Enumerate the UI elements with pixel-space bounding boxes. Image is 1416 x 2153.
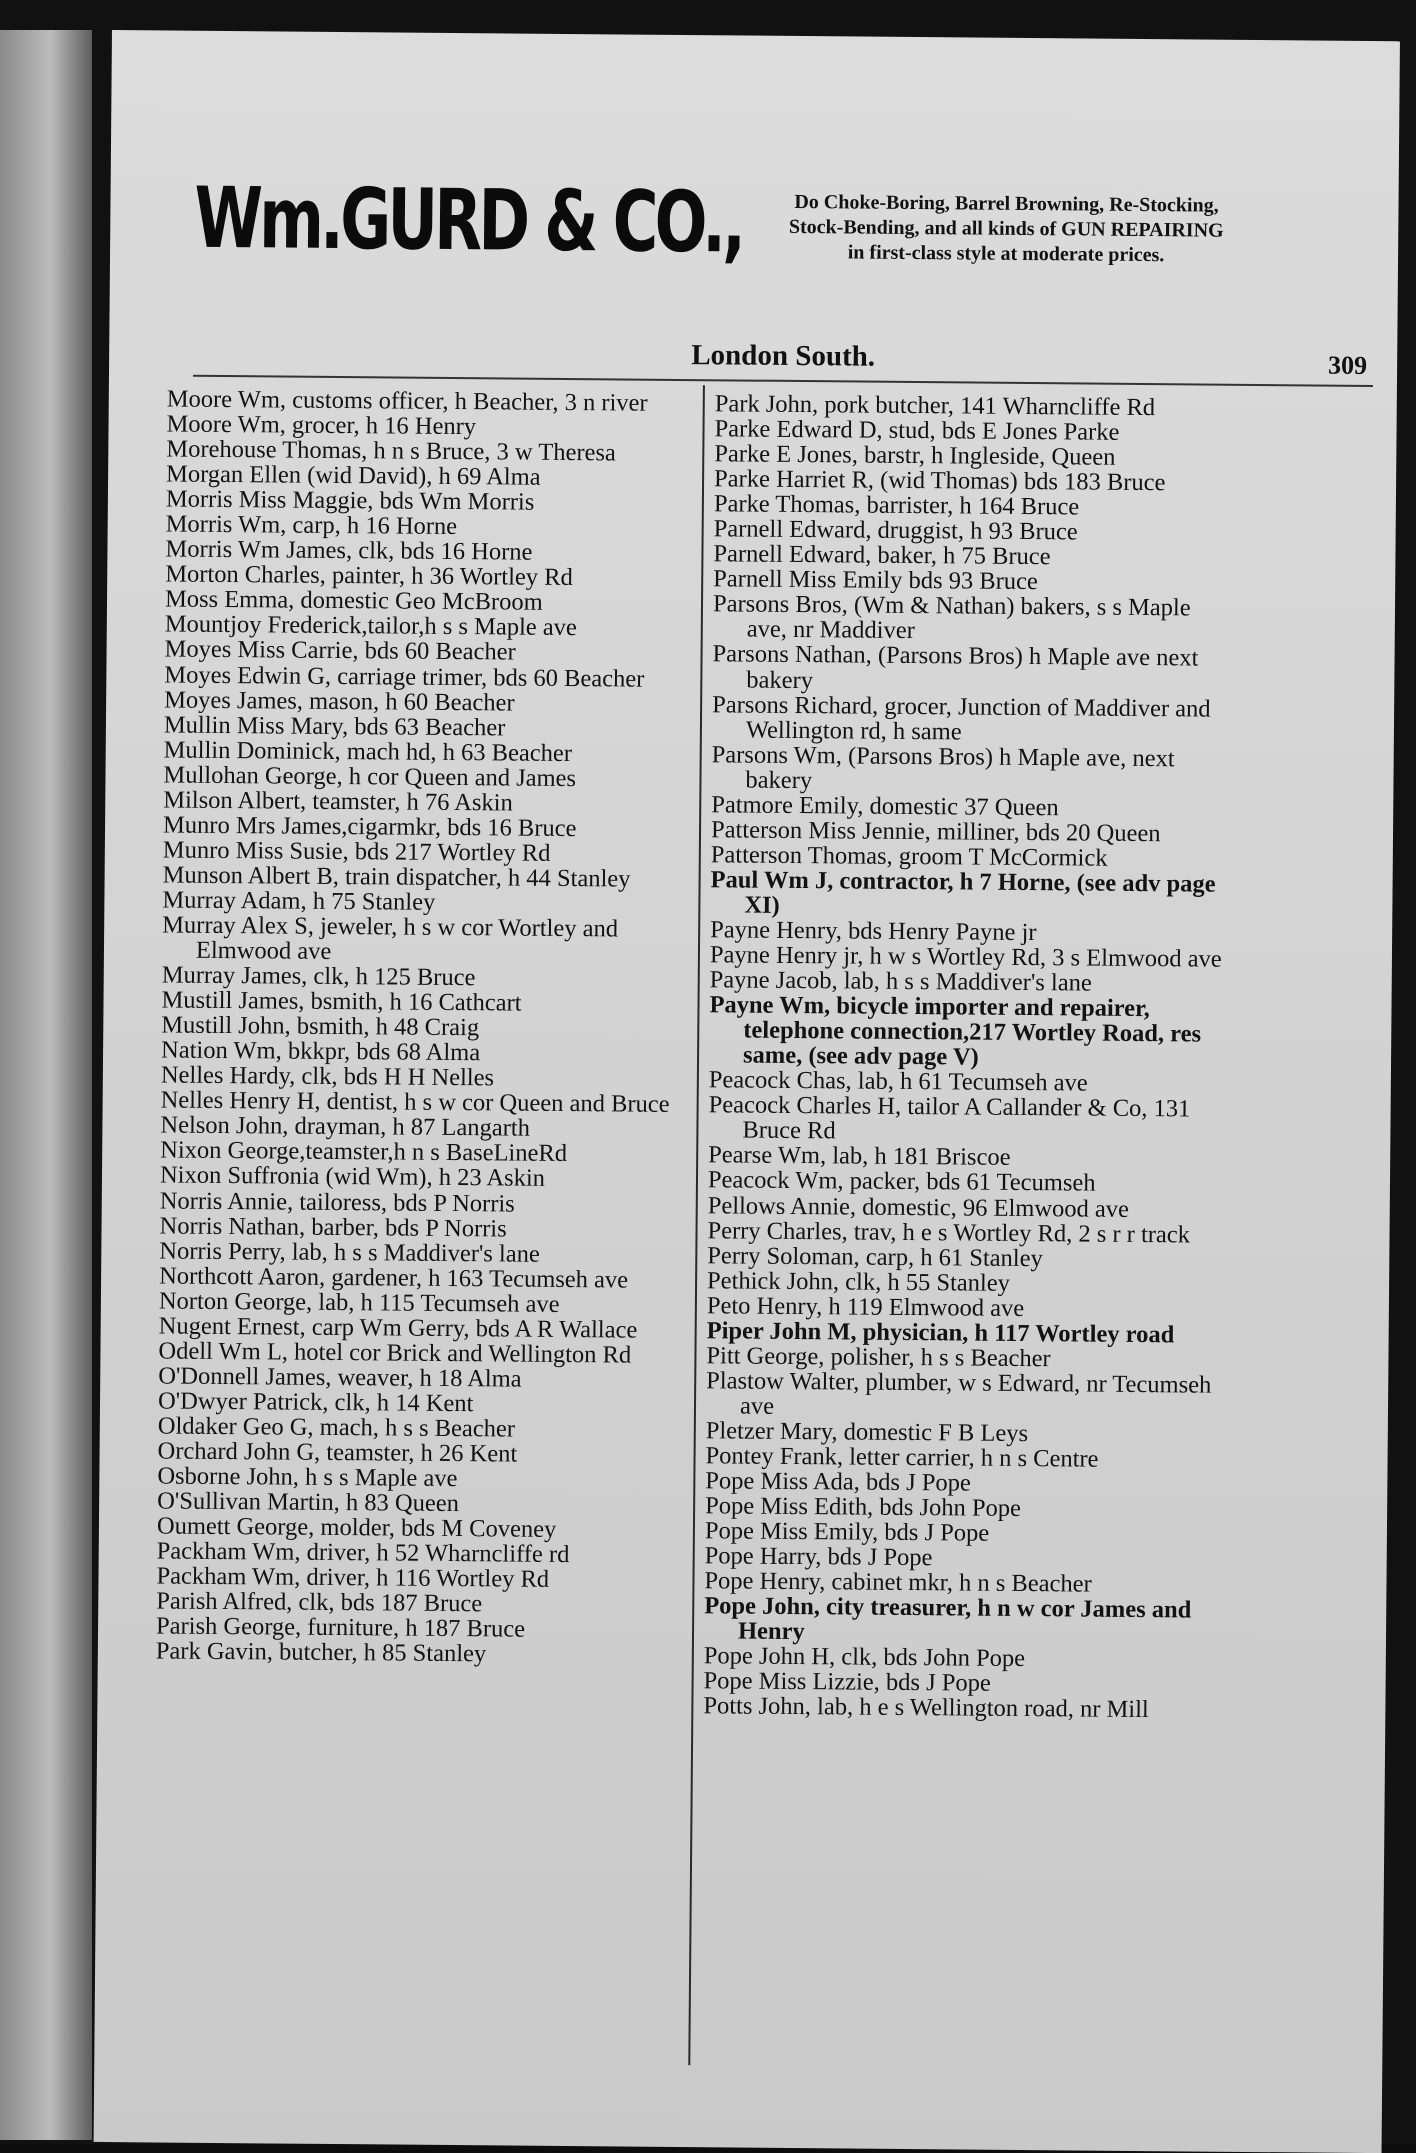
directory-entry: Pletzer Mary, domestic F B Leys: [705, 1417, 1029, 1447]
directory-entry: Parke E Jones, barstr, h Ingleside, Queen: [714, 440, 1116, 471]
page-number: 309: [1327, 350, 1368, 380]
directory-entry: Pitt George, polisher, h s s Beacher: [706, 1342, 1051, 1373]
directory-entry: Pope Henry, cabinet mkr, h n s Beacher: [704, 1567, 1092, 1598]
directory-entry: Mullohan George, h cor Queen and James: [163, 761, 577, 792]
directory-entry: Pontey Frank, letter carrier, h n s Centre: [705, 1442, 1099, 1473]
directory-entry: Murray James, clk, h 125 Bruce: [161, 961, 476, 992]
directory-entry: Perry Charles, trav, h e s Wortley Rd, 2 s r r track: [707, 1216, 1191, 1248]
directory-entry: Piper John M, physician, h 117 Wortley road: [706, 1316, 1175, 1349]
advertisement-text: [646, 189, 1367, 270]
directory-entry: Mustill John, bsmith, h 48 Craig: [161, 1011, 480, 1042]
directory-entry: Milson Albert, teamster, h 76 Askin: [163, 786, 513, 817]
directory-entry: Morehouse Thomas, h n s Bruce, 3 w Theresa: [166, 435, 616, 467]
directory-entry: Morris Wm, carp, h 16 Horne: [165, 510, 458, 541]
directory-entry: Norris Annie, tailoress, bds P Norris: [159, 1186, 515, 1218]
directory-entry: Pope Miss Emily, bds J Pope: [704, 1517, 990, 1547]
directory-entry: Parnell Edward, druggist, h 93 Bruce: [713, 515, 1078, 546]
directory-page: [94, 30, 1400, 2153]
directory-entry: Moyes Edwin G, carriage trimer, bds 60 Beacher: [164, 660, 645, 693]
directory-entry: Morgan Ellen (wid David), h 69 Alma: [166, 460, 541, 491]
directory-entry: Patterson Thomas, groom T McCormick: [710, 841, 1108, 872]
directory-entry: O'Sullivan Martin, h 83 Queen: [157, 1487, 460, 1518]
directory-entry: Moore Wm, grocer, h 16 Henry: [166, 410, 477, 441]
directory-entry: Parish Alfred, clk, bds 187 Bruce: [156, 1587, 483, 1618]
directory-entry: Morris Miss Maggie, bds Wm Morris: [165, 485, 535, 516]
directory-column-left: [156, 386, 687, 1668]
directory-entry: Payne Henry, bds Henry Payne jr: [710, 916, 1037, 947]
directory-entry: Munro Miss Susie, bds 217 Wortley Rd: [162, 836, 551, 867]
directory-entry: Murray Alex S, jeweler, h s w cor Wortley and Elmwood ave: [162, 911, 619, 965]
directory-entry: O'Donnell James, weaver, h 18 Alma: [158, 1362, 522, 1393]
advertiser-name: Wm.GURD & CO.,: [193, 168, 743, 272]
advertisement-banner: [193, 159, 1374, 329]
directory-entry: Parke Thomas, barrister, h 164 Bruce: [713, 490, 1080, 521]
directory-entry: Peto Henry, h 119 Elmwood ave: [706, 1291, 1025, 1322]
directory-entry: Payne Henry jr, h w s Wortley Rd, 3 s Elmwood ave: [709, 941, 1222, 973]
directory-entry: Norris Perry, lab, h s s Maddiver's lane: [159, 1237, 540, 1268]
directory-entry: Pethick John, clk, h 55 Stanley: [706, 1266, 1011, 1297]
directory-entry: Peacock Wm, packer, bds 61 Tecumseh: [707, 1166, 1096, 1198]
directory-entry: Packham Wm, driver, h 116 Wortley Rd: [156, 1562, 550, 1594]
directory-entry: Moss Emma, domestic Geo McBroom: [164, 585, 543, 617]
directory-entry: Morton Charles, painter, h 36 Wortley Rd: [165, 560, 573, 592]
directory-entry: Parsons Bros, (Wm & Nathan) bakers, s s Maple ave, nr Maddiver: [712, 590, 1191, 645]
directory-entry: Norton George, lab, h 115 Tecumseh ave: [158, 1287, 560, 1318]
directory-entry: Paul Wm J, contractor, h 7 Horne, (see adv page XI): [710, 866, 1216, 919]
directory-entry: Plastow Walter, plumber, w s Edward, nr Tecumseh ave: [706, 1367, 1212, 1420]
directory-entry: Pope John, city treasurer, h n w cor James and Henry: [704, 1592, 1192, 1646]
directory-entry: Moyes James, mason, h 60 Beacher: [164, 686, 515, 717]
directory-entry: Park Gavin, butcher, h 85 Stanley: [155, 1637, 487, 1668]
facing-page-edge: [0, 30, 92, 2140]
directory-entry: Packham Wm, driver, h 52 Wharncliffe rd: [156, 1537, 570, 1569]
directory-entry: Moyes Miss Carrie, bds 60 Beacher: [164, 635, 516, 667]
directory-entry: Oumett George, molder, bds M Coveney: [156, 1512, 557, 1544]
directory-entry: Park John, pork butcher, 141 Wharncliffe Rd: [714, 390, 1156, 422]
directory-entry: Munson Albert B, train dispatcher, h 44 Stanley: [162, 861, 631, 893]
column-divider: [688, 385, 705, 2065]
directory-entry: Parish George, furniture, h 187 Bruce: [155, 1612, 526, 1643]
directory-entry: Morris Wm James, clk, bds 16 Horne: [165, 535, 533, 566]
section-title: London South.: [691, 339, 876, 373]
directory-entry: Parnell Miss Emily bds 93 Bruce: [713, 565, 1038, 596]
directory-entry: Mustill James, bsmith, h 16 Cathcart: [161, 986, 522, 1017]
directory-entry: Odell Wm L, hotel cor Brick and Wellington Rd: [158, 1337, 632, 1369]
directory-entry: Oldaker Geo G, mach, h s s Beacher: [157, 1412, 516, 1443]
directory-entry: Mullin Miss Mary, bds 63 Beacher: [163, 711, 506, 742]
directory-entry: Nugent Ernest, carp Wm Gerry, bds A R Wallace: [158, 1312, 638, 1344]
directory-entry: Parsons Nathan, (Parsons Bros) h Maple ave next bakery: [712, 640, 1199, 694]
directory-entry: Nelles Hardy, clk, bds H H Nelles: [160, 1061, 495, 1092]
directory-entry: Munro Mrs James,cigarmkr, bds 16 Bruce: [162, 811, 577, 842]
advertisement-line: Do Choke-Boring, Barrel Browning, Re-Stocking,: [794, 190, 1219, 217]
directory-entry: Moore Wm, customs officer, h Beacher, 3 n river: [166, 385, 648, 417]
directory-entry: Nelson John, drayman, h 87 Langarth: [160, 1111, 531, 1143]
running-header: [193, 331, 1373, 387]
directory-entry: Pope John H, clk, bds John Pope: [703, 1642, 1026, 1673]
directory-entry: Parsons Richard, grocer, Junction of Maddiver and Wellington rd, h same: [712, 690, 1211, 746]
directory-entry: Parke Harriet R, (wid Thomas) bds 183 Bruce: [713, 465, 1166, 497]
directory-entry: Patmore Emily, domestic 37 Queen: [711, 791, 1059, 822]
directory-entry: Pearse Wm, lab, h 181 Briscoe: [708, 1141, 1011, 1172]
directory-entry: Perry Soloman, carp, h 61 Stanley: [707, 1241, 1043, 1272]
directory-entry: Pope Miss Lizzie, bds J Pope: [703, 1667, 991, 1698]
directory-entry: Nixon George,teamster,h n s BaseLineRd: [160, 1136, 568, 1168]
directory-entry: Potts John, lab, h e s Wellington road, nr Mill: [703, 1692, 1149, 1724]
directory-entry: Parke Edward D, stud, bds E Jones Parke: [714, 415, 1120, 446]
directory-entry: Pope Miss Edith, bds John Pope: [705, 1492, 1022, 1523]
directory-entry: Norris Nathan, barber, bds P Norris: [159, 1212, 507, 1243]
directory-entry: Mountjoy Frederick,tailor,h s s Maple ave: [164, 610, 577, 642]
directory-entry: Payne Jacob, lab, h s s Maddiver's lane: [709, 966, 1092, 997]
directory-entry: Northcott Aaron, gardener, h 163 Tecumseh ave: [159, 1262, 629, 1294]
directory-entry: Mullin Dominick, mach hd, h 63 Beacher: [163, 736, 573, 767]
directory-entry: Pope Miss Ada, bds J Pope: [705, 1467, 971, 1497]
directory-entry: O'Dwyer Patrick, clk, h 14 Kent: [157, 1387, 474, 1418]
directory-entry: Parsons Wm, (Parsons Bros) h Maple ave, next bakery: [711, 740, 1175, 794]
directory-entry: Murray Adam, h 75 Stanley: [162, 886, 436, 916]
directory-entry: Pope Harry, bds J Pope: [704, 1542, 933, 1572]
directory-entry: Parnell Edward, baker, h 75 Bruce: [713, 540, 1051, 571]
directory-entry: Patterson Miss Jennie, milliner, bds 20 Queen: [710, 816, 1161, 847]
directory-entry: Osborne John, h s s Maple ave: [157, 1462, 458, 1493]
directory-entry: Orchard John G, teamster, h 26 Kent: [157, 1437, 518, 1468]
advertisement-line: Stock-Bending, and all kinds of GUN REPAIRING: [788, 215, 1224, 242]
directory-entry: Peacock Chas, lab, h 61 Tecumseh ave: [708, 1066, 1088, 1097]
directory-entry: Pellows Annie, domestic, 96 Elmwood ave: [707, 1191, 1130, 1223]
directory-entry: Payne Wm, bicycle importer and repairer, telephone connection,217 Wortley Road, res same, (see adv page V): [709, 991, 1202, 1071]
directory-column-right: [703, 391, 1235, 1723]
directory-entry: Nelles Henry H, dentist, h s w cor Queen and Bruce: [160, 1086, 670, 1119]
directory-entry: Nixon Suffronia (wid Wm), h 23 Askin: [159, 1161, 546, 1193]
directory-entry: Nation Wm, bkkpr, bds 68 Alma: [160, 1036, 481, 1067]
advertisement-line: in first-class style at moderate prices.: [847, 241, 1165, 267]
directory-entry: Peacock Charles H, tailor A Callander & Co, 131 Bruce Rd: [708, 1091, 1191, 1145]
